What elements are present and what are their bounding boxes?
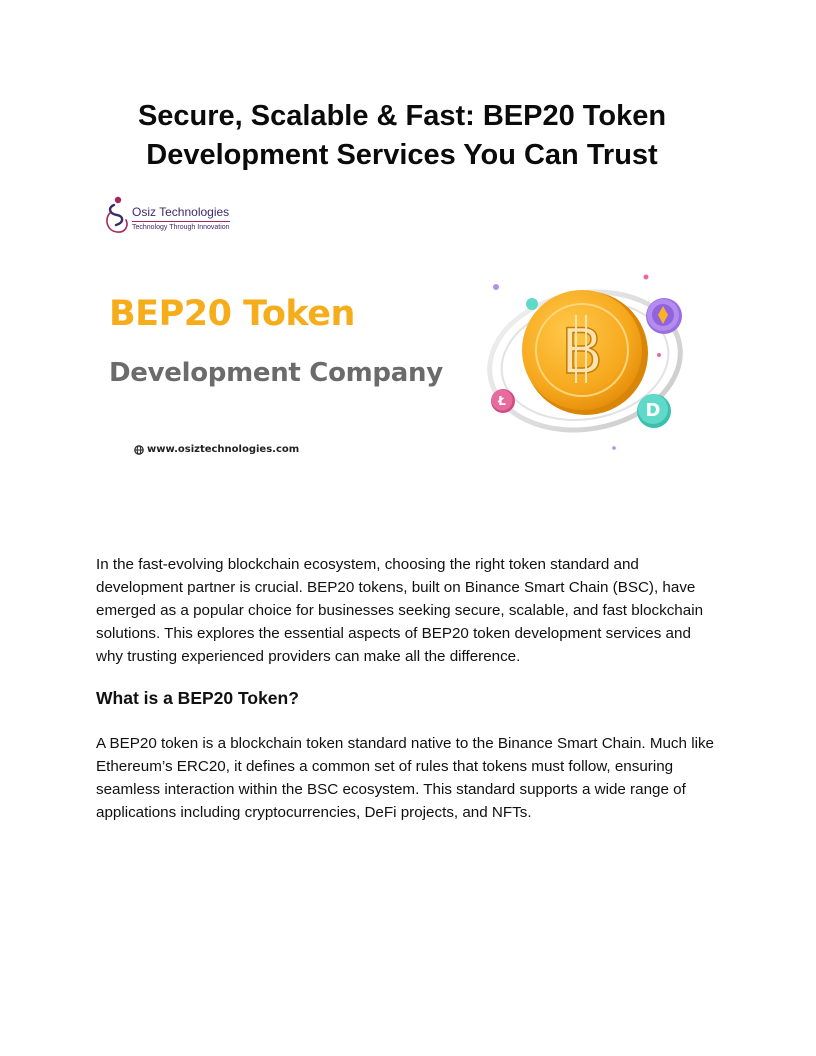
banner-subheading: Development Company [109, 358, 443, 388]
bitcoin-coin-icon [522, 290, 648, 415]
banner-heading: BEP20 Token [109, 294, 355, 334]
definition-paragraph: A BEP20 token is a blockchain token standard native to the Binance Smart Chain. Much like Ethereum’s ERC20, it defines a common set of rules that tokens must follow, ensuring seamless interaction within the BSC ecosystem. This standard supports a wide range of applications including cryptocurrencies, DeFi projects, and NFTs. [96, 735, 714, 821]
page-title [100, 97, 704, 175]
logo-tagline: Technology Through Innovation [132, 221, 230, 232]
title-line-2: Development Services You Can Trust [146, 139, 658, 171]
intro-paragraph: In the fast-evolving blockchain ecosystem, choosing the right token standard and development partner is crucial. BEP20 tokens, built on Binance Smart Chain (BSC), have emerged as a popular choice for businesses seeking secure, scalable, and fast blockchain solutions. This explores the essential aspects of BEP20 token development services and why trusting experienced providers can make all the difference. [96, 556, 704, 665]
company-logo [104, 195, 244, 237]
section-heading: What is a BEP20 Token? [96, 688, 299, 708]
globe-icon [134, 445, 144, 455]
title-line-1: Secure, Scalable & Fast: BEP20 Token [137, 100, 667, 132]
crypto-coins-illustration [482, 265, 692, 460]
svg-text:Ł: Ł [498, 394, 506, 408]
svg-text:B: B [560, 315, 604, 388]
banner-website-url: www.osiztechnologies.com [147, 444, 300, 455]
osiz-logo-mark-icon [104, 195, 130, 237]
litecoin-icon [491, 389, 515, 413]
ethereum-icon [646, 298, 682, 334]
svg-text:D: D [645, 400, 661, 421]
hero-banner-image [96, 265, 720, 465]
dash-icon [637, 394, 671, 428]
logo-company-name: Osiz Technologies [132, 205, 230, 219]
